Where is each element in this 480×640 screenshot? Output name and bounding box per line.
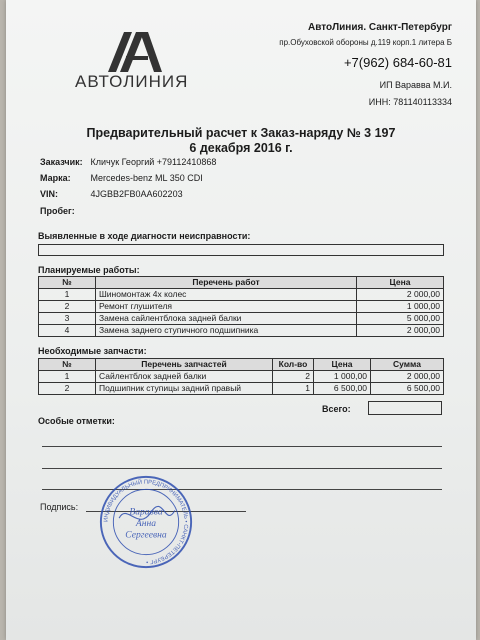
logo-text: АВТОЛИНИЯ [75,72,189,91]
works-header-name: Перечень работ [96,277,357,289]
vin-label: VIN: [40,189,58,199]
mileage-label: Пробег: [40,206,75,216]
brand-value: Mercedes-benz ML 350 CDI [90,173,203,183]
work-name: Замена заднего ступичного подшипника [96,325,357,337]
customer-value: Кличук Георгий +79112410868 [90,157,217,167]
company-owner: ИП Варавва М.И. [379,80,452,90]
title-date: 6 декабря 2016 г. [189,141,293,155]
work-num: 2 [39,301,96,313]
part-qty: 2 [273,371,314,383]
work-num: 1 [39,289,96,301]
part-num: 2 [39,383,96,395]
total-box [368,401,442,415]
autoline-logo-icon [106,28,166,76]
vin-row [40,189,183,199]
company-name: АвтоЛиния. Санкт-Петербург [308,22,452,33]
table-row [39,383,444,395]
work-price: 5 000,00 [357,313,444,325]
total-label: Всего: [322,404,351,414]
notes-line-2 [42,468,442,469]
part-num: 1 [39,371,96,383]
customer-row [40,157,216,167]
work-price: 1 000,00 [357,301,444,313]
signature-label: Подпись: [40,502,79,512]
stamp-name-1: Варавва [129,506,163,518]
parts-header-num: № [39,359,96,371]
work-name: Шиномонтаж 4х колес [96,289,357,301]
works-header-price: Цена [357,277,444,289]
stamp-ring-text: ИНДИВИДУАЛЬНЫЙ ПРЕДПРИНИМАТЕЛЬ • САНКТ-ПЕТЕРБУРГ • [103,479,189,565]
parts-header-name: Перечень запчастей [96,359,273,371]
document-sheet [6,0,476,640]
table-row [39,301,444,313]
mileage-row [40,206,88,216]
parts-header-row [39,359,444,371]
work-name: Ремонт глушителя [96,301,357,313]
part-price: 6 500,00 [314,383,371,395]
part-name: Подшипник ступицы задний правый [96,383,273,395]
works-table [38,276,444,337]
notes-label: Особые отметки: [38,416,115,426]
works-header-row [39,277,444,289]
table-row [39,325,444,337]
customer-label: Заказчик: [40,157,83,167]
part-sum: 2 000,00 [371,371,444,383]
diagnostics-label: Выявленные в ходе диагности неисправности: [38,231,251,241]
parts-header-sum: Сумма [371,359,444,371]
stamp-name-2: Анна [135,517,157,529]
work-num: 3 [39,313,96,325]
title-line-1: Предварительный расчет к Заказ-наряду № 3 197 [86,126,396,140]
works-header-num: № [39,277,96,289]
table-row [39,289,444,301]
work-price: 2 000,00 [357,289,444,301]
company-address: пр.Обуховской обороны д.119 корп.1 литера Б [279,38,452,47]
table-row [39,371,444,383]
work-name: Замена сайлентблока задней балки [96,313,357,325]
company-inn: ИНН: 781140113334 [368,97,452,107]
parts-label: Необходимые запчасти: [38,346,147,356]
notes-line-1 [42,446,442,447]
part-sum: 6 500,00 [371,383,444,395]
vin-value: 4JGBB2FB0AA602203 [90,189,183,199]
table-row [39,313,444,325]
stamp-name-3: Сергеевна [125,529,167,541]
part-price: 1 000,00 [314,371,371,383]
official-stamp [98,474,194,570]
parts-header-price: Цена [314,359,371,371]
work-num: 4 [39,325,96,337]
part-name: Сайлентблок задней балки [96,371,273,383]
diagnostics-box [38,244,444,256]
parts-header-qty: Кол-во [273,359,314,371]
brand-label: Марка: [40,173,71,183]
work-price: 2 000,00 [357,325,444,337]
part-qty: 1 [273,383,314,395]
document-title [6,126,476,156]
brand-row [40,173,203,183]
parts-table [38,358,444,395]
works-label: Планируемые работы: [38,265,140,275]
company-phone: +7(962) 684-60-81 [343,55,452,70]
